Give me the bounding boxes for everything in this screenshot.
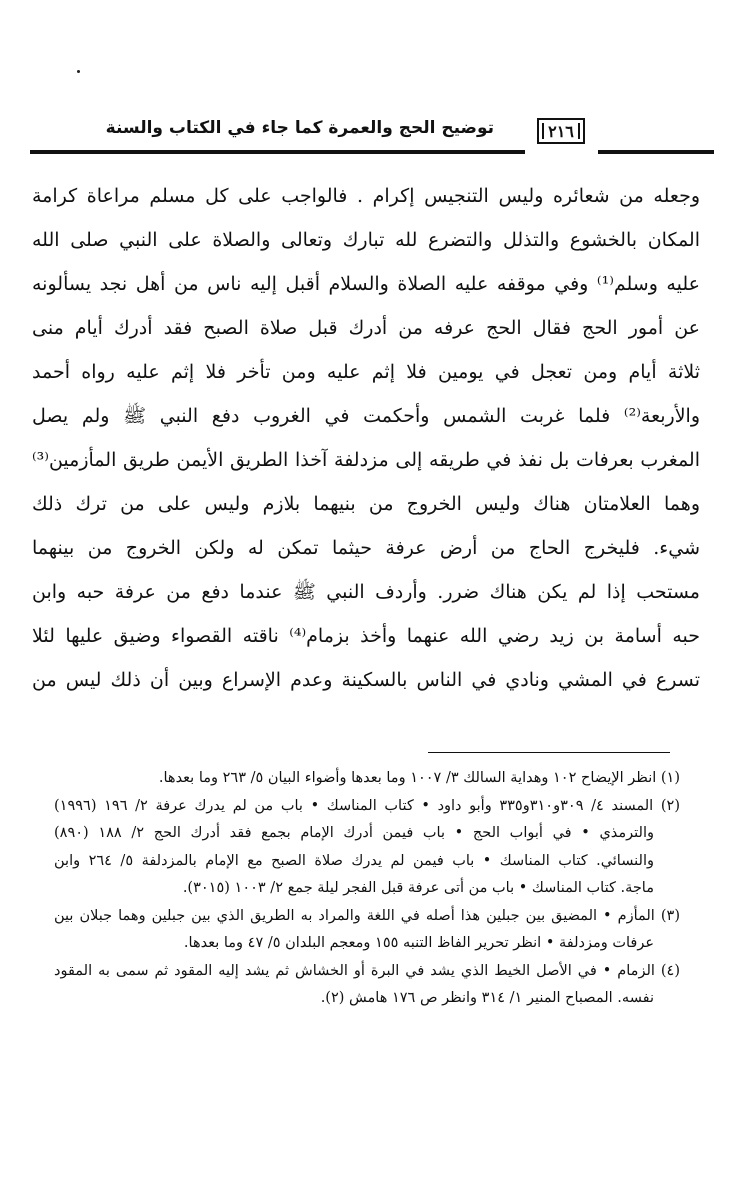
body-line: المكان بالخشوع والتذلل والتضرع لله تبارك وتعالى والصلاة على النبي صلى الله — [32, 229, 700, 251]
footnotes — [54, 765, 680, 1013]
body-line: وهما العلامتان هناك وليس الخروج من بنيهما بلازم وليس على من ترك ذلك — [32, 493, 700, 515]
footnote-line: (٣) المأزم • المضيق بين جبلين هذا أصله في اللغة والمراد به الطريق الذي بين جبلين وهما جبلان بين — [54, 907, 680, 924]
body-line: عليه وسلم⁽¹⁾ وفي موقفه عليه الصلاة والسلام أقبل إليه ناس من أهل نجد يسألونه — [32, 273, 700, 295]
body-line: تسرع في المشي ونادي في الناس بالسكينة وعدم الإسراع وبين أن ذلك ليس من — [32, 669, 700, 691]
body-line: شيء. فليخرج الحاج من أرض عرفة حيثما تمكن له ولكن الخروج من بينهما — [32, 537, 700, 559]
body-line: مستحب إذا لم يكن هناك ضرر. وأردف النبي ﷺ عندما دفع من عرفة حبه وابن — [32, 581, 700, 603]
body-line: عن أمور الحج فقال الحج عرفه من أدرك قبل صلاة الصبح فقد أدرك أيام منى — [32, 317, 700, 339]
footnote-separator — [428, 752, 670, 753]
stray-dot — [77, 70, 80, 73]
body-line: حبه أسامة بن زيد رضي الله عنهما وأخذ بزمام⁽⁴⁾ ناقته القصواء وضيق عليها لئلا — [32, 625, 700, 647]
header-rule-right — [598, 150, 714, 154]
body-line: وجعله من شعائره وليس التنجيس إكرام . فالواجب على كل مسلم مراعاة كرامة — [32, 185, 700, 207]
body-line: والأربعة⁽²⁾ فلما غربت الشمس وأحكمت في الغروب دفع النبي ﷺ ولم يصل — [32, 405, 700, 427]
page-number-box — [537, 118, 585, 144]
footnote-line: ماجة. كتاب المناسك • باب من أتى عرفة قبل الفجر ليلة جمع ٢/ ١٠٠٣ (٣٠١٥). — [182, 880, 654, 896]
footnote-line: (٤) الزمام • في الأصل الخيط الذي يشد في البرة أو الخشاش ثم يشد إليه المقود ثم سمى به المقود — [54, 962, 680, 979]
running-title: توضيح الحج والعمرة كما جاء في الكتاب والسنة — [105, 118, 494, 138]
footnote-line: والترمذي • في أبواب الحج • باب فيمن أدرك الإمام بجمع فقد أدرك الحج ٢/ ١٨٨ (٨٩٠) — [54, 825, 654, 841]
body-line: ثلاثة أيام ومن تعجل في يومين فلا إثم عليه ومن تأخر فلا إثم عليه رواه أحمد — [32, 361, 700, 383]
body-text — [32, 174, 700, 702]
page-header — [30, 110, 714, 152]
body-line: المغرب بعرفات بل نفذ في طريقه إلى مزدلفة آخذا الطريق الأيمن طريق المأزمين⁽³⁾ — [32, 449, 700, 471]
footnote-line: (١) انظر الإيضاح ١٠٢ وهداية السالك ٣/ ١٠٠٧ وما بعدها وأضواء البيان ٥/ ٢٦٣ وما بعدها. — [158, 770, 680, 786]
footnote-line: (٢) المسند ٤/ ٣٠٩و٣١٠و٣٣٥ وأبو داود • كتاب المناسك • باب من لم يدرك عرفة ٢/ ١٩٦ (١٩٩٦) — [54, 797, 680, 814]
page-number: ٢١٦ — [548, 121, 574, 141]
footnote-line: والنسائي. كتاب المناسك • باب فيمن لم يدرك صلاة الصبح مع الإمام بالمزدلفة ٥/ ٢٦٤ وابن — [54, 852, 654, 869]
header-rule-left — [30, 150, 525, 154]
footnote-line: عرفات ومزدلفة • انظر تحرير الفاظ التنبه ١٥٥ ومعجم البلدان ٥/ ٤٧ وما بعدها. — [183, 935, 654, 951]
footnote-line: نفسه. المصباح المنير ١/ ٣١٤ وانظر ص ١٧٦ هامش (٢). — [320, 990, 654, 1006]
